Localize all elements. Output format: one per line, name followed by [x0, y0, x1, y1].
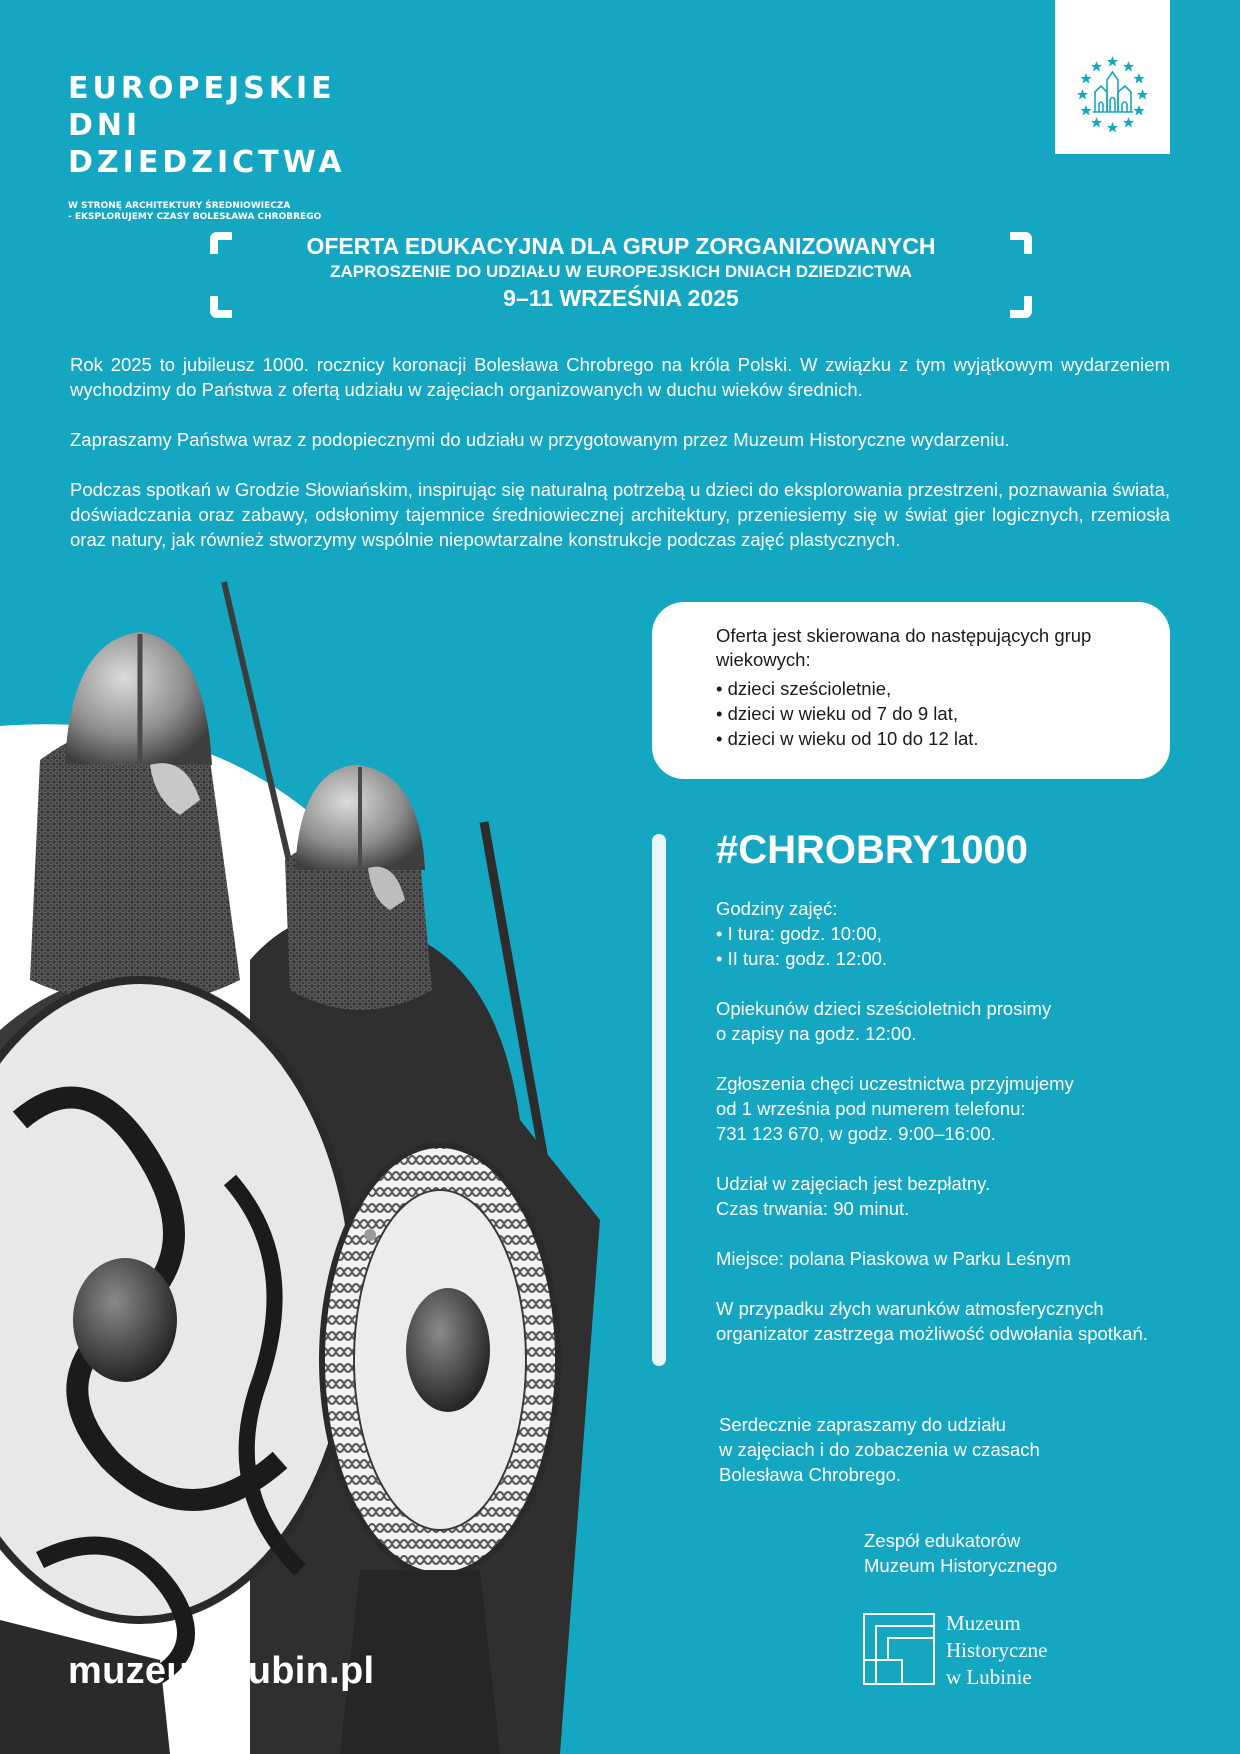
offer-card — [652, 602, 1170, 779]
eu-heritage-badge — [1055, 0, 1170, 154]
hours-block — [716, 896, 1176, 971]
weather-note — [716, 1296, 1176, 1346]
intro-paragraph: Rok 2025 to jubileusz 1000. rocznicy koronacji Bolesława Chrobrego na króla Polski. W związku z tym wyjątkowym wydarzeniem wychodzimy do Państwa z ofertą udziału w zajęciach organizowanych w duchu wieków średnich. — [70, 354, 1170, 400]
weather: W przypadku złych warunków atmosferycznych organizator zastrzega możliwość odwołania spotkań. — [716, 1298, 1148, 1344]
text: o zapisy na godz. — [716, 1023, 866, 1044]
list-item: • dzieci w wieku od 10 do 12 lat. — [716, 726, 1146, 751]
guardians-line — [716, 1021, 1176, 1046]
offer-title: Oferta jest skierowana do następujących grup wiekowych: — [716, 625, 1092, 670]
museum-name-line: w Lubinie — [946, 1665, 1032, 1689]
participation-note — [716, 1171, 1176, 1221]
museum-name-line: Muzeum — [946, 1611, 1021, 1635]
eu-heritage-logo-icon — [1055, 0, 1170, 154]
museum-name-line: Historyczne — [946, 1638, 1048, 1662]
guardians-note — [716, 996, 1176, 1046]
text: . — [911, 1023, 917, 1044]
signature-line: Muzeum Historycznego — [864, 1555, 1058, 1576]
intro-paragraph: Podczas spotkań w Grodzie Słowiańskim, inspirując się naturalną potrzebą u dzieci do eksplorowania przestrzeni, poznawania świata, doświadczania oraz zabawy, odsłonimy tajemnice średniowiecznej architektury, przeniesiemy się w świat gier logicznych, rzemiosła oraz natury, jak również stworzymy wspólnie niepowtarzalne konstrukcje podczas zajęć plastycznych. — [70, 479, 1170, 550]
logo-subtitle-line: - EKSPLORUJEMY CZASY BOLESŁAWA CHROBREGO — [68, 212, 322, 222]
duration: Czas trwania: 90 minut. — [716, 1198, 910, 1219]
list-item: • dzieci sześcioletnie, — [716, 676, 1146, 701]
intro-paragraph: Zapraszamy Państwa wraz z podopiecznymi do udziału w przygotowanym przez Muzeum Historyczne wydarzeniu. — [70, 429, 1010, 450]
event-logo — [68, 70, 368, 223]
phone-number: 731 123 670 — [716, 1123, 819, 1144]
logo-line: DZIEDZICTWA — [68, 145, 346, 180]
museum-name — [946, 1610, 1047, 1691]
closing-text — [719, 1412, 1139, 1487]
hashtag: #CHROBRY1000 — [716, 828, 1028, 872]
page-subtitle: ZAPROSZENIE DO UDZIAŁU W EUROPEJSKICH DNIACH DZIEDZICTWA — [330, 262, 912, 281]
museum-logo — [862, 1610, 1122, 1688]
registration-line: Zgłoszenia chęci uczestnictwa przyjmujemy — [716, 1073, 1074, 1094]
registration-line — [716, 1121, 1176, 1146]
closing-line: Serdecznie zapraszamy do udziału — [719, 1414, 1006, 1435]
closing-line: w zajęciach i do zobaczenia w czasach — [719, 1439, 1040, 1460]
registration-line: od 1 września pod numerem telefonu: — [716, 1098, 1026, 1119]
page-title: OFERTA EDUKACYJNA DLA GRUP ZORGANIZOWANYCH — [306, 233, 936, 259]
text: Opiekunów — [716, 998, 814, 1019]
logo-subtitle — [68, 201, 368, 223]
logo-line: DNI — [68, 108, 142, 143]
warriors-photo — [0, 560, 660, 1754]
place-note — [716, 1246, 1176, 1271]
text: prosimy — [981, 998, 1052, 1019]
offer-content — [716, 624, 1146, 751]
registration-note — [716, 1071, 1176, 1146]
list-item: • I tura: godz. 10:00, — [716, 921, 1176, 946]
text-bold: dzieci sześcioletnich — [813, 998, 982, 1019]
list-item: • II tura: godz. 12:00. — [716, 946, 1176, 971]
list-item: • dzieci w wieku od 7 do 9 lat, — [716, 701, 1146, 726]
free-participation: Udział w zajęciach jest bezpłatny. — [716, 1173, 991, 1194]
closing-line: Bolesława Chrobrego. — [719, 1464, 902, 1485]
text: , w godz. 9:00–16:00. — [818, 1123, 996, 1144]
website-url[interactable]: muzeum-lubin.pl — [68, 1650, 375, 1692]
info-section — [716, 896, 1176, 1371]
logo-line: EUROPEJSKIE — [68, 71, 336, 106]
place: Miejsce: polana Piaskowa w Parku Leśnym — [716, 1248, 1071, 1269]
hours-label: Godziny zajęć: — [716, 898, 838, 919]
age-groups-list — [716, 676, 1146, 751]
intro-text — [70, 352, 1170, 577]
vertical-divider — [652, 834, 666, 1366]
signature — [864, 1528, 1164, 1578]
hours-list — [716, 921, 1176, 971]
text-bold: 12:00 — [865, 1023, 912, 1044]
title-frame — [210, 232, 1032, 318]
guardians-line — [716, 996, 1176, 1021]
event-dates: 9–11 WRZEŚNIA 2025 — [503, 285, 739, 311]
museum-logo-icon — [862, 1612, 936, 1686]
signature-line: Zespół edukatorów — [864, 1530, 1021, 1551]
logo-subtitle-line: W STRONĘ ARCHITEKTURY ŚREDNIOWIECZA — [68, 201, 291, 211]
